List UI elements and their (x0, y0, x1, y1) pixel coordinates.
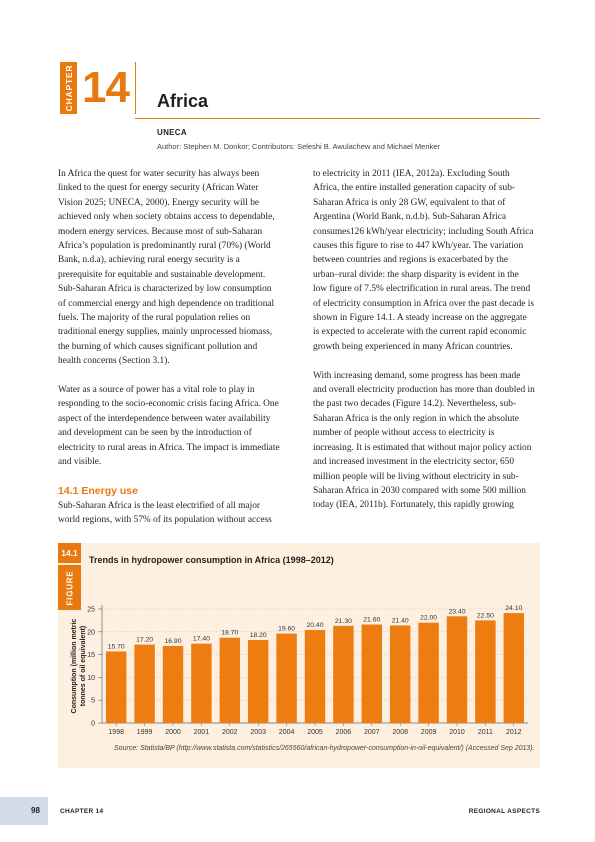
figure-source: Source: Statista/BP (http://www.statista.com/statistics/265560/african-hydropower-consumption-in-oil-equivalent/) (Accessed Sep 2013). (114, 745, 535, 752)
bar-value-label: 18.70 (221, 629, 239, 637)
x-tick-label: 2011 (477, 729, 493, 736)
figure-number: 14.1 (58, 543, 81, 563)
x-tick-label: 1998 (108, 729, 124, 736)
bar (504, 613, 524, 723)
bar (163, 646, 183, 723)
chapter-rule (135, 118, 540, 119)
chapter-tab (60, 62, 77, 114)
organization: UNECA (157, 128, 187, 137)
figure-label: FIGURE (65, 569, 74, 606)
bar (447, 616, 467, 723)
figure-title: Trends in hydropower consumption in Africa (1998–2012) (89, 555, 334, 565)
y-tick-label: 15 (87, 652, 95, 660)
y-tick-label: 10 (87, 674, 95, 682)
bar (134, 645, 154, 723)
y-tick-label: 5 (91, 697, 95, 705)
bar (106, 651, 126, 723)
paragraph: With increasing demand, some progress has been made and overall electricity production has more than doubled in the past two decades (Figure 14.2). Nevertheless, sub-Saharan Africa is the only region in which the absolute number of people without access to electricity is increasing. It is estimated that without major policy action and increased investment in the electricity sector, 650 million people will be living without electricity in sub-Saharan Africa in 2030 compared with some 500 million today (IEA, 2011b). Fortunately, this rapidly growing (313, 370, 535, 511)
x-tick-label: 2009 (420, 729, 437, 736)
bar-value-label: 20.40 (306, 621, 324, 629)
x-tick-label: 2012 (506, 729, 522, 736)
x-tick-label: 2004 (278, 729, 295, 736)
footer-chapter: CHAPTER 14 (60, 808, 104, 815)
bar-value-label: 16.90 (164, 637, 182, 645)
bar-value-label: 23.40 (448, 608, 466, 616)
x-tick-label: 2010 (449, 729, 465, 736)
x-tick-label: 2000 (165, 729, 181, 736)
bar (248, 640, 268, 723)
chapter-divider (135, 62, 136, 114)
body-column-left (58, 167, 280, 528)
bar-value-label: 21.60 (363, 616, 381, 624)
paragraph: to electricity in 2011 (IEA, 2012a). Excluding South Africa, the entire installed generation capacity of sub-Saharan Africa is only 28 GW, equivalent to that of Argentina (World Bank, n.d.b). Sub-Saharan Africa consumes126 kWh/year electricity; including South Africa causes this figure to rise to 447 kWh/year. The variation between countries and regions is exacerbated by the urban–rural divide: the sharp disparity is evident in the low figure of 7.5% electrification in rural areas. The trend of electricity consumption in Africa over the past decade is shown in Figure 14.1. A steady increase on the aggregate is expected to accelerate with the current rapid economic growth being experienced in many African countries. (313, 169, 535, 352)
x-tick-label: 2003 (250, 729, 266, 736)
paragraph: In Africa the quest for water security has always been linked to the quest for energy security (African Water Vision 2025; UNECA, 2000). Energy security will be achieved only when society obtains access to dependable, modern energy services. Because most of sub-Saharan Africa’s population is predominantly rural (70%) (World Bank, n.d.a), achieving rural energy security is a prerequisite for equitable and sustainable development. Sub-Saharan Africa is characterized by low consumption of commercial energy and high dependence on traditional fuels. The majority of the rural population relies on traditional energy supplies, mainly unprocessed biomass, the burning of which causes significant pollution and health concerns (Section 3.1). (58, 169, 275, 367)
footer-section: REGIONAL ASPECTS (468, 808, 540, 815)
bar-chart (58, 543, 540, 743)
bar-value-label: 22.00 (420, 614, 438, 622)
chapter-title: Africa (157, 91, 209, 111)
bar-value-label: 18.20 (249, 632, 267, 640)
x-tick-label: 2001 (193, 729, 210, 736)
paragraph: Sub-Saharan Africa is the least electrified of all major world regions, with 57% of its population without access (58, 500, 272, 526)
authors: Author: Stephen M. Donkor; Contributors: Seleshi B. Awulachew and Michael Menker (157, 142, 440, 151)
bar-value-label: 19.60 (278, 625, 296, 633)
footer-page-tab (0, 797, 48, 825)
bar-value-label: 24.10 (505, 605, 523, 613)
x-tick-label: 2008 (392, 729, 408, 736)
x-tick-label: 1999 (136, 729, 153, 736)
page-number: 98 (31, 806, 40, 815)
bar-value-label: 17.40 (192, 635, 210, 643)
bar (362, 625, 382, 723)
x-tick-label: 2006 (335, 729, 352, 736)
paragraph: Water as a source of power has a vital role to play in responding to the socio-economic crisis facing Africa. One aspect of the interdependence between water availability and development can be seen by the introduction of electricity to rural areas in Africa. The impact is immediate and visible. (58, 385, 280, 468)
y-tick-label: 20 (87, 629, 95, 637)
bar (418, 623, 438, 723)
bar (276, 634, 296, 723)
bar-value-label: 15.70 (107, 643, 125, 651)
chapter-number: 14 (82, 63, 129, 112)
body-column-right (313, 167, 535, 513)
chapter-label: CHAPTER (63, 64, 74, 112)
bar (305, 630, 325, 723)
x-tick-label: 2002 (222, 729, 238, 736)
bar (475, 620, 495, 723)
bar-value-label: 21.40 (391, 617, 409, 625)
y-tick-label: 0 (91, 720, 95, 728)
bar (220, 638, 240, 723)
x-tick-label: 2005 (307, 729, 323, 736)
bar (390, 625, 410, 723)
bar (333, 626, 353, 723)
bar-value-label: 17.20 (136, 636, 154, 644)
section-heading: 14.1 Energy use (58, 484, 138, 497)
x-tick-label: 2007 (364, 729, 380, 736)
bar-value-label: 21.30 (334, 617, 352, 625)
bar-value-label: 22.50 (476, 612, 494, 620)
y-axis-title: Consumption (million metric tonnes of oil equivalent) (71, 618, 87, 714)
y-tick-label: 25 (87, 606, 95, 614)
bar (191, 644, 211, 723)
